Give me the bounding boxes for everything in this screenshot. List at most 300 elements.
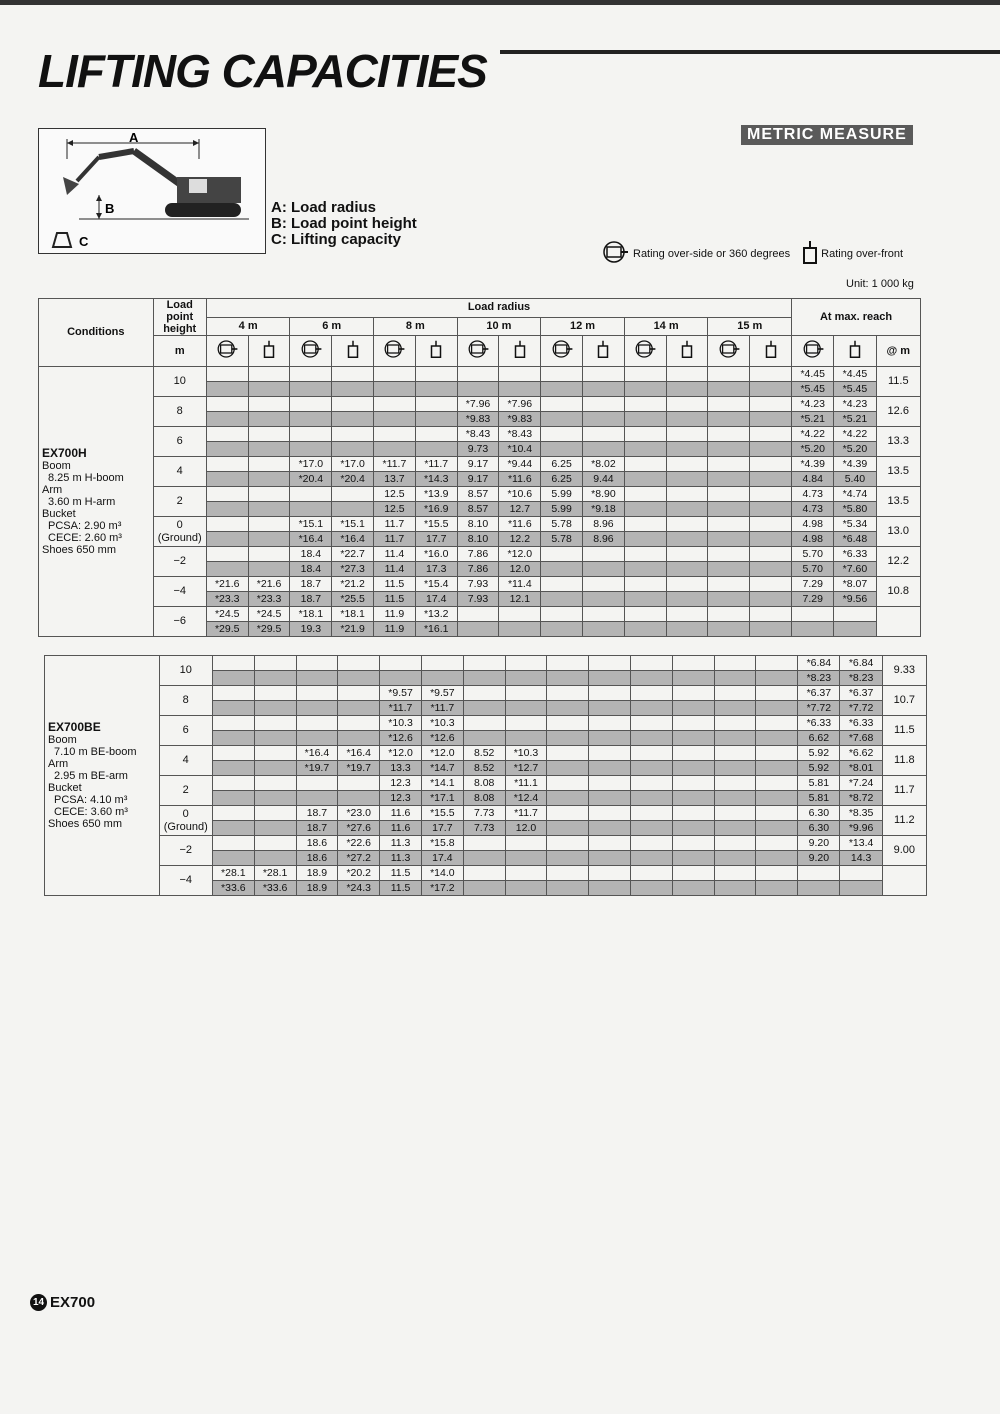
title-rule — [500, 50, 1000, 54]
spec-line: 3.60 m H-arm — [48, 496, 116, 508]
capacity-cell — [206, 487, 248, 502]
capacity-cell — [756, 761, 798, 776]
spec-line: Shoes 650 mm — [48, 818, 122, 830]
capacity-cell: *14.7 — [421, 761, 463, 776]
capacity-cell: *7.60 — [834, 562, 876, 577]
capacity-cell: 5.81 — [798, 776, 840, 791]
load-height-value: 4 — [176, 465, 183, 477]
capacity-cell — [254, 731, 296, 746]
spec-line: CECE: 2.60 m³ — [48, 532, 122, 544]
spec-line: Arm — [48, 758, 69, 770]
capacity-cell — [666, 592, 708, 607]
capacity-cell — [589, 806, 631, 821]
capacity-cell — [672, 671, 714, 686]
capacity-cell — [374, 427, 416, 442]
capacity-cell: 5.40 — [834, 472, 876, 487]
capacity-cell: 11.3 — [380, 836, 422, 851]
capacity-cell: *16.4 — [296, 746, 338, 761]
capacity-cell — [792, 622, 834, 637]
capacity-cell — [756, 806, 798, 821]
capacity-cell — [541, 412, 583, 427]
capacity-cell: *23.3 — [206, 592, 248, 607]
capacity-cell — [547, 701, 589, 716]
capacity-cell: *9.57 — [421, 686, 463, 701]
capacity-cell: 11.9 — [374, 607, 416, 622]
capacity-cell — [541, 577, 583, 592]
capacity-cell: 9.20 — [798, 836, 840, 851]
load-height-cell — [153, 547, 206, 577]
capacity-cell: *10.3 — [421, 716, 463, 731]
capacity-cell — [332, 427, 374, 442]
legend-a: A: Load radius — [271, 199, 377, 216]
capacity-cell: *8.43 — [499, 427, 541, 442]
capacity-cell: *11.4 — [499, 577, 541, 592]
capacity-cell — [463, 671, 505, 686]
capacity-cell — [589, 686, 631, 701]
capacity-cell: 18.7 — [296, 821, 338, 836]
capacity-cell — [332, 367, 374, 382]
capacity-cell: *20.4 — [290, 472, 332, 487]
capacity-cell: 13.7 — [374, 472, 416, 487]
capacity-cell: 8.57 — [457, 487, 499, 502]
capacity-cell: 18.4 — [290, 562, 332, 577]
load-height-value: −6 — [173, 615, 186, 627]
capacity-cell — [666, 457, 708, 472]
capacity-cell — [631, 866, 673, 881]
capacity-cell — [756, 881, 798, 896]
capacity-cell: *4.22 — [792, 427, 834, 442]
capacity-cell — [750, 472, 792, 487]
capacity-cell: *22.7 — [332, 547, 374, 562]
capacity-cell: *11.7 — [505, 806, 547, 821]
unit-label: Unit: 1 000 kg — [846, 278, 914, 290]
capacity-cell: 8.96 — [583, 532, 625, 547]
capacity-cell — [589, 821, 631, 836]
excavator-diagram-svg — [39, 129, 265, 253]
table-row — [39, 427, 921, 442]
capacity-cell: 4.84 — [792, 472, 834, 487]
excavator-diagram — [38, 128, 266, 254]
capacity-cell — [631, 716, 673, 731]
capacity-cell — [672, 746, 714, 761]
capacity-cell: *27.6 — [338, 821, 380, 836]
conditions-cell — [45, 656, 160, 896]
capacity-cell — [206, 517, 248, 532]
spec-line: Shoes 650 mm — [42, 544, 116, 556]
capacity-cell — [750, 592, 792, 607]
capacity-cell — [666, 562, 708, 577]
capacity-cell: *17.1 — [421, 791, 463, 806]
capacity-cell — [834, 607, 876, 622]
capacity-cell — [380, 671, 422, 686]
capacity-cell — [463, 686, 505, 701]
spec-line: Bucket — [42, 508, 76, 520]
table-row — [39, 397, 921, 412]
capacity-cell — [589, 746, 631, 761]
capacity-cell — [589, 656, 631, 671]
capacity-cell — [290, 382, 332, 397]
capacity-cell: 12.5 — [374, 502, 416, 517]
capacity-cell: *12.0 — [421, 746, 463, 761]
capacity-cell: 12.7 — [499, 502, 541, 517]
max-reach-distance: 11.8 — [882, 746, 926, 776]
capacity-cell — [374, 442, 416, 457]
spec-line: Arm — [42, 484, 63, 496]
capacity-cell — [463, 701, 505, 716]
capacity-cell — [206, 532, 248, 547]
capacity-cell — [254, 776, 296, 791]
capacity-cell — [296, 656, 338, 671]
radius-header-3: 10 m — [457, 317, 541, 336]
capacity-cell — [583, 412, 625, 427]
capacity-cell — [708, 367, 750, 382]
capacity-cell — [589, 761, 631, 776]
capacity-cell: 11.5 — [374, 592, 416, 607]
page-number: 14 — [30, 1294, 47, 1311]
capacity-cell — [212, 701, 254, 716]
capacity-cell — [206, 547, 248, 562]
over-front-rating-icon — [834, 336, 876, 367]
capacity-cell: *6.33 — [798, 716, 840, 731]
capacity-cell — [254, 716, 296, 731]
capacity-cell — [547, 686, 589, 701]
capacity-cell — [624, 367, 666, 382]
capacity-cell: 7.86 — [457, 562, 499, 577]
capacity-cell — [750, 382, 792, 397]
load-height-cell — [159, 866, 212, 896]
capacity-cell: *9.56 — [834, 592, 876, 607]
capacity-cell: 12.0 — [499, 562, 541, 577]
capacity-cell: 18.9 — [296, 881, 338, 896]
capacity-cell — [505, 701, 547, 716]
max-reach-distance: 13.5 — [876, 457, 920, 487]
capacity-cell — [457, 622, 499, 637]
load-height-value: 8 — [176, 405, 183, 417]
capacity-cell — [547, 791, 589, 806]
capacity-cell — [589, 836, 631, 851]
capacity-cell: *29.5 — [206, 622, 248, 637]
capacity-cell — [547, 746, 589, 761]
capacity-cell — [750, 397, 792, 412]
capacity-cell — [547, 806, 589, 821]
capacity-cell: 17.3 — [415, 562, 457, 577]
capacity-cell — [750, 367, 792, 382]
capacity-cell: *11.7 — [415, 457, 457, 472]
capacity-cell — [290, 397, 332, 412]
capacity-cell — [631, 851, 673, 866]
capacity-cell — [248, 397, 290, 412]
capacity-cell — [212, 836, 254, 851]
max-reach-distance: 11.7 — [882, 776, 926, 806]
capacity-cell — [296, 731, 338, 746]
capacity-cell — [666, 502, 708, 517]
capacity-cell — [624, 607, 666, 622]
capacity-cell — [672, 821, 714, 836]
capacity-cell — [541, 397, 583, 412]
height-unit-header: m — [153, 336, 206, 367]
capacity-cell — [583, 547, 625, 562]
capacity-cell — [248, 367, 290, 382]
rating-front-label: Rating over-front — [821, 247, 904, 260]
capacity-cell: 8.57 — [457, 502, 499, 517]
capacity-cell — [666, 487, 708, 502]
capacity-cell: *8.23 — [840, 671, 882, 686]
capacity-cell: *29.5 — [248, 622, 290, 637]
capacity-cell — [212, 821, 254, 836]
capacity-cell — [756, 791, 798, 806]
capacity-cell — [624, 622, 666, 637]
capacity-cell — [248, 382, 290, 397]
load-height-cell — [153, 457, 206, 487]
capacity-cell — [206, 442, 248, 457]
capacity-cell — [672, 806, 714, 821]
capacity-cell: *9.83 — [499, 412, 541, 427]
capacity-cell: *28.1 — [212, 866, 254, 881]
capacity-cell: *28.1 — [254, 866, 296, 881]
over-side-rating-icon — [290, 336, 332, 367]
capacity-cell: 9.44 — [583, 472, 625, 487]
legend-b: B: Load point height — [271, 215, 417, 232]
capacity-cell — [415, 442, 457, 457]
capacity-cell: *27.2 — [338, 851, 380, 866]
capacity-cell — [583, 442, 625, 457]
page-title: LIFTING CAPACITIES — [38, 45, 487, 97]
capacity-cell: 17.7 — [421, 821, 463, 836]
capacity-cell — [750, 622, 792, 637]
capacity-cell — [708, 577, 750, 592]
model-name: EX700BE — [48, 720, 101, 734]
capacity-cell — [212, 716, 254, 731]
capacity-cell: *33.6 — [212, 881, 254, 896]
capacity-cell: 11.4 — [374, 547, 416, 562]
capacity-cell: *10.3 — [380, 716, 422, 731]
capacity-cell: 17.4 — [421, 851, 463, 866]
capacity-cell — [290, 367, 332, 382]
capacity-cell: *15.5 — [415, 517, 457, 532]
capacity-cell — [672, 836, 714, 851]
capacity-cell: *5.21 — [792, 412, 834, 427]
capacity-cell: *16.9 — [415, 502, 457, 517]
capacity-cell — [708, 592, 750, 607]
load-height-cell — [159, 836, 212, 866]
capacity-cell: 9.73 — [457, 442, 499, 457]
capacity-cell — [541, 382, 583, 397]
capacity-cell — [714, 731, 756, 746]
capacity-cell — [206, 412, 248, 427]
capacity-cell — [624, 397, 666, 412]
capacity-cell — [708, 607, 750, 622]
capacity-cell — [248, 487, 290, 502]
capacity-cell — [666, 382, 708, 397]
capacity-cell: *4.45 — [834, 367, 876, 382]
spec-line: CECE: 3.60 m³ — [54, 806, 128, 818]
capacity-cell — [415, 397, 457, 412]
capacity-cell: *5.20 — [834, 442, 876, 457]
capacity-cell — [666, 532, 708, 547]
capacity-cell — [589, 881, 631, 896]
capacity-cell — [212, 791, 254, 806]
capacity-cell — [708, 427, 750, 442]
spec-line: 8.25 m H-boom — [48, 472, 124, 484]
capacity-cell: *17.2 — [421, 881, 463, 896]
capacity-cell — [666, 427, 708, 442]
capacity-cell: *16.4 — [338, 746, 380, 761]
capacity-cell — [547, 671, 589, 686]
capacity-cell — [463, 731, 505, 746]
capacity-cell: 9.17 — [457, 472, 499, 487]
capacity-cell — [338, 656, 380, 671]
capacity-cell: *9.96 — [840, 821, 882, 836]
capacity-cell — [415, 367, 457, 382]
capacity-cell: 12.3 — [380, 791, 422, 806]
capacity-cell — [338, 791, 380, 806]
capacity-cell: *14.0 — [421, 866, 463, 881]
capacity-cell: *23.0 — [338, 806, 380, 821]
capacity-cell: 18.4 — [290, 547, 332, 562]
table-row — [39, 367, 921, 382]
diagram-label-a: A — [129, 130, 139, 145]
capacity-cell: 5.81 — [798, 791, 840, 806]
capacity-cell: *33.6 — [254, 881, 296, 896]
radius-header-5: 14 m — [624, 317, 708, 336]
load-point-height-label: Load point height — [163, 299, 197, 335]
capacity-cell — [708, 562, 750, 577]
table-row — [39, 487, 921, 502]
capacity-cell — [792, 607, 834, 622]
capacity-cell: 19.3 — [290, 622, 332, 637]
capacity-cell — [672, 731, 714, 746]
capacity-cell: 4.73 — [792, 487, 834, 502]
capacity-cell — [666, 367, 708, 382]
table-row — [45, 686, 927, 701]
capacity-cell — [756, 656, 798, 671]
capacity-cell: 4.98 — [792, 517, 834, 532]
capacity-cell: *12.4 — [505, 791, 547, 806]
diagram-label-c: C — [79, 234, 89, 249]
capacity-cell: *24.5 — [248, 607, 290, 622]
capacity-cell — [499, 382, 541, 397]
capacity-cell: 11.5 — [380, 881, 422, 896]
diagram-label-b: B — [105, 201, 115, 216]
capacity-cell — [463, 836, 505, 851]
capacity-cell: *16.0 — [415, 547, 457, 562]
over-side-rating-icon — [457, 336, 499, 367]
capacity-cell — [505, 716, 547, 731]
capacity-cell — [798, 881, 840, 896]
capacity-cell: 12.1 — [499, 592, 541, 607]
capacity-cell — [756, 701, 798, 716]
capacity-cell: *21.2 — [332, 577, 374, 592]
capacity-cell: 11.6 — [380, 821, 422, 836]
capacity-cell — [290, 487, 332, 502]
capacity-cell: 5.78 — [541, 517, 583, 532]
capacity-cell — [541, 547, 583, 562]
load-height-cell — [153, 397, 206, 427]
load-height-value: 10 — [173, 375, 186, 387]
over-front-rating-icon — [750, 336, 792, 367]
capacity-cell — [708, 382, 750, 397]
capacity-cell — [672, 851, 714, 866]
capacity-cell: 6.30 — [798, 821, 840, 836]
header-row-1 — [39, 299, 921, 318]
load-height-cell — [159, 776, 212, 806]
load-height-value: −4 — [173, 585, 186, 597]
capacity-cell — [708, 622, 750, 637]
capacity-cell: *5.20 — [792, 442, 834, 457]
capacity-cell: *15.5 — [421, 806, 463, 821]
capacity-cell — [338, 731, 380, 746]
capacity-cell — [624, 562, 666, 577]
max-reach-distance — [876, 607, 920, 637]
capacity-cell — [708, 487, 750, 502]
capacity-cell — [714, 866, 756, 881]
capacity-cell: *21.6 — [248, 577, 290, 592]
capacity-cell — [666, 442, 708, 457]
capacity-cell: *22.6 — [338, 836, 380, 851]
capacity-cell: *5.21 — [834, 412, 876, 427]
capacity-cell — [624, 502, 666, 517]
capacity-cell — [212, 731, 254, 746]
capacity-cell — [750, 487, 792, 502]
capacity-cell: *7.68 — [840, 731, 882, 746]
capacity-cell — [332, 442, 374, 457]
load-height-value: 2 — [176, 495, 183, 507]
over-side-rating-icon — [541, 336, 583, 367]
capacity-cell — [583, 427, 625, 442]
footer-model: EX700 — [50, 1294, 96, 1311]
capacity-cell — [708, 502, 750, 517]
capacity-cell — [254, 806, 296, 821]
capacity-cell: *15.1 — [332, 517, 374, 532]
capacity-cell — [505, 686, 547, 701]
capacity-cell: *14.3 — [415, 472, 457, 487]
capacity-cell: 7.73 — [463, 821, 505, 836]
capacity-cell — [583, 592, 625, 607]
capacity-cell — [589, 701, 631, 716]
capacity-cell: *7.96 — [499, 397, 541, 412]
capacity-cell: *10.3 — [505, 746, 547, 761]
capacity-cell: *7.72 — [798, 701, 840, 716]
capacity-cell — [541, 562, 583, 577]
capacity-cell — [756, 746, 798, 761]
capacity-cell — [212, 671, 254, 686]
capacity-cell: 12.5 — [374, 487, 416, 502]
capacity-cell: *15.1 — [290, 517, 332, 532]
max-reach-distance: 13.0 — [876, 517, 920, 547]
over-side-rating-icon — [792, 336, 834, 367]
capacity-cell — [254, 686, 296, 701]
max-reach-distance — [882, 866, 926, 896]
capacity-cell — [672, 656, 714, 671]
radius-header-1: 6 m — [290, 317, 374, 336]
lifting-table-ex700be — [44, 655, 927, 896]
capacity-cell — [463, 866, 505, 881]
capacity-cell: *8.01 — [840, 761, 882, 776]
capacity-cell: *15.8 — [421, 836, 463, 851]
capacity-cell — [212, 851, 254, 866]
capacity-cell — [631, 836, 673, 851]
capacity-cell — [672, 761, 714, 776]
capacity-cell — [666, 577, 708, 592]
capacity-cell — [631, 776, 673, 791]
capacity-cell — [756, 686, 798, 701]
capacity-cell: *4.45 — [792, 367, 834, 382]
capacity-cell: *6.37 — [840, 686, 882, 701]
capacity-cell: 7.86 — [457, 547, 499, 562]
table-row — [45, 656, 927, 671]
metric-measure-badge: METRIC MEASURE — [741, 125, 913, 145]
capacity-cell — [547, 731, 589, 746]
